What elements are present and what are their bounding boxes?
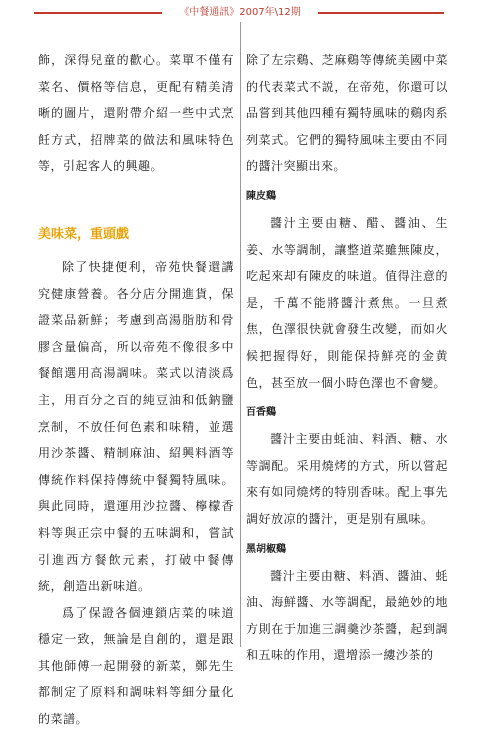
column-divider — [240, 22, 241, 647]
dish-text-baixiang: 醬汁主要由蚝油、料酒、糖、水等調配。采用燒烤的方式，所以嘗起來有如同燒烤的特別香味。配上事先調好放凉的醬汁，更是别有風味。 — [246, 432, 448, 526]
publication-title: 《中餐通訊》2007年\12期 — [162, 3, 318, 18]
header-rule-right — [318, 12, 444, 14]
right-paragraph-1: 除了左宗鷄、芝麻鷄等傳統美國中菜的代表菜式不説，在帝苑，你還可以品嘗到其他四種有獨特風味的鷄肉系列菜式。它們的獨特風味主要由不同的醬汁突顯出來。 — [246, 53, 448, 174]
left-paragraph-2: 除了快捷便利，帝苑快餐還講究健康營養。各分店分開進貨，保證菜品新鮮；考慮到高湯脂肪和骨膠含量偏高，所以帝苑不像很多中餐館選用高湯調味。菜式以清淡爲主，用百分之百的純豆油和低鈉鹽烹制，不放任何色素和味精，並選用沙茶醬、精制麻油、紹興料酒等傳統作料保持傳統中餐獨特風味。與此同時，還運用沙拉醬、檸檬香料等與正宗中餐的五味調和，嘗試引進西方餐飲元素，打破中餐傳統，創造出新味道。 — [38, 259, 234, 594]
dish-text-blackpepper: 醬汁主要由糖、料酒、醬油、蚝油、海鮮醬、水等調配，最絶妙的地方則在于加進三調羹沙茶醬，起到調和五味的作用，還增添一縷沙茶的 — [246, 568, 448, 663]
dish-title-blackpepper: 黑胡椒鷄 — [246, 543, 286, 555]
left-paragraph-3: 爲了保證各個連鎖店菜的味道穩定一致，無論是自創的，還是跟其他師傅一起開發的新菜，鄭先生都制定了原料和調味料等細分量化的菜譜。 — [38, 605, 234, 727]
right-column — [246, 47, 448, 669]
dish-title-chenpi: 陳皮鷄 — [246, 190, 276, 202]
left-column — [38, 47, 234, 733]
dish-text-chenpi: 醬汁主要由糖、醋、醬油、生姜、水等調制，讓整道菜雖無陳皮，吃起來却有陳皮的味道。值得注意的是，千萬不能將醬汁煮焦。一旦煮焦，色澤很快就會發生改變，而如火候把握得好，則能保持鮮亮的金黄色，甚至放一個小時色澤也不會變。 — [246, 215, 448, 390]
left-paragraph-1: 飾，深得兒童的歡心。菜單不僅有菜名、價格等信息，更配有精美清晰的圖片，還附帶介紹一些中式烹飪方式，招牌菜的做法和風味特色等，引起客人的興趣。 — [38, 53, 234, 174]
page-header — [0, 0, 478, 20]
header-rule-left — [34, 12, 162, 14]
section-title: 美味菜，重頭戲 — [38, 226, 130, 242]
dish-title-baixiang: 百香鷄 — [246, 407, 276, 419]
